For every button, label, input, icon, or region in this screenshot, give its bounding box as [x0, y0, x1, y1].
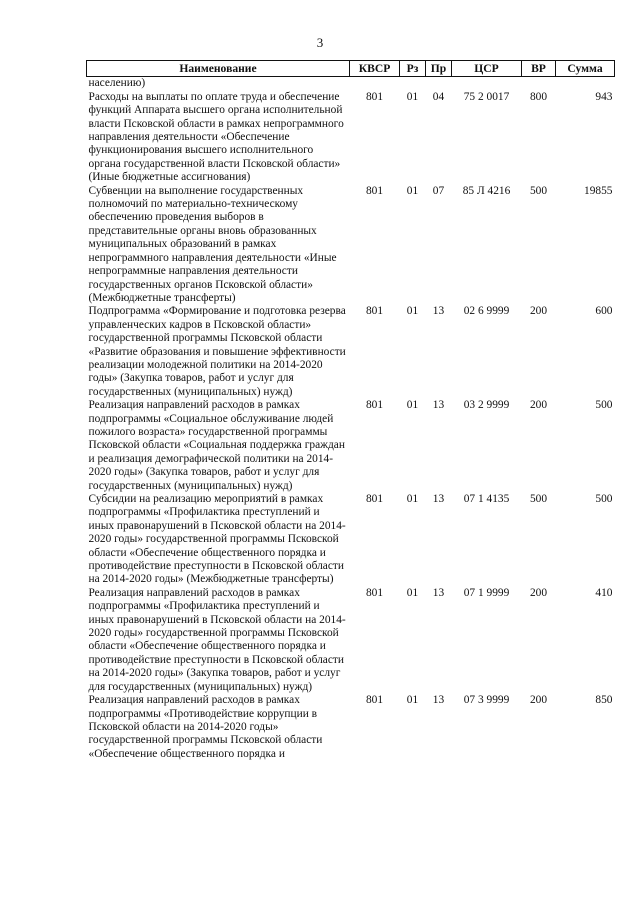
header-sum: Сумма	[556, 61, 615, 77]
header-vr: ВР	[522, 61, 556, 77]
continuation-text: населению)	[88, 77, 146, 90]
row-csr: 07 1 4135	[463, 493, 510, 505]
header-pr: Пр	[426, 61, 452, 77]
table-body	[87, 77, 615, 761]
header-rz: Рз	[400, 61, 426, 77]
row-csr: 85 Л 4216	[462, 184, 511, 197]
row-vr: 200	[529, 586, 548, 599]
row-csr: 07 3 9999	[463, 694, 510, 707]
row-rz: 01	[406, 586, 419, 599]
table-row	[87, 305, 615, 399]
row-name: Реализация направлений расходов в рамках подпрограммы «Профилактика преступлений и иных правонарушений в Псковской области на 2014-2020 годы» государственной программы Псковской области «Обеспечение общественного порядка и противодействие преступности в Псковской области на 2014-2020 годы» (Закупка товаров, работ и услуг для государственных (муниципальных) нужд)	[88, 586, 346, 693]
row-csr: 02 6 9999	[463, 305, 510, 318]
row-pr: 13	[432, 586, 445, 599]
row-kvsr: 801	[365, 184, 384, 197]
row-name: Субсидии на реализацию мероприятий в рамках подпрограммы «Профилактика преступлений и иных правонарушений в Псковской области на 2014-2020 годы» государственной программы Псковской области «Обеспечение общественного порядка и противодействие преступности в Псковской области на 2014-2020 годы» (Межбюджетные трансферты)	[88, 493, 346, 586]
row-vr: 200	[529, 399, 548, 412]
table-header	[87, 61, 615, 77]
row-pr: 13	[432, 694, 445, 707]
row-kvsr: 801	[365, 493, 384, 505]
row-name: Реализация направлений расходов в рамках подпрограммы «Противодействие коррупции в Псковской области на 2014-2020 годы» государственной программы Псковской области «Обеспечение общественного порядка и	[88, 694, 323, 760]
table-row	[87, 399, 615, 493]
row-rz: 01	[406, 305, 419, 318]
row-name: Реализация направлений расходов в рамках подпрограммы «Социальное обслуживание людей пожилого возраста» государственной программы Псковской области «Социальная поддержка граждан и реализация демографической политики на 2014-2020 годы» (Закупка товаров, работ и услуг для государственных (муниципальных) нужд)	[88, 399, 345, 492]
row-vr: 800	[529, 90, 548, 103]
table-row	[87, 91, 615, 185]
row-pr: 04	[432, 90, 445, 103]
header-name: Наименование	[87, 61, 350, 77]
row-kvsr: 801	[365, 586, 384, 599]
row-csr: 75 2 0017	[463, 90, 510, 103]
row-name: Расходы на выплаты по оплате труда и обеспечение функций Аппарата высшего органа исполнительной власти Псковской области в рамках непрограммного направления деятельности «Обеспечение функционирования высшего исполнительного органа государственной власти Псковской области» (Иные бюджетные ассигнования)	[88, 90, 344, 184]
header-csr: ЦСР	[452, 61, 522, 77]
row-csr: 07 1 9999	[463, 586, 510, 599]
header-kvsr: КВСР	[350, 61, 400, 77]
row-sum: 410	[595, 586, 613, 599]
row-vr: 200	[529, 305, 548, 318]
row-kvsr: 801	[365, 305, 384, 318]
row-vr: 500	[529, 184, 548, 197]
row-sum: 600	[595, 305, 613, 318]
row-rz: 01	[406, 694, 419, 707]
row-sum: 943	[595, 90, 613, 103]
table-row	[87, 694, 615, 761]
row-name: Подпрограмма «Формирование и подготовка резерва управленческих кадров в Псковской области» государственной программы Псковской области «Развитие образования и повышение эффективности реализации молодежной политики на 2014-2020 годы» (Закупка товаров, работ и услуг для государственных (муниципальных) нужд)	[88, 305, 346, 398]
row-pr: 13	[432, 493, 445, 505]
row-rz: 01	[406, 184, 419, 197]
row-sum: 500	[595, 493, 613, 505]
row-rz: 01	[406, 90, 419, 103]
row-rz: 01	[406, 493, 419, 505]
row-pr: 07	[432, 184, 445, 197]
table-row	[87, 493, 615, 587]
row-vr: 500	[529, 493, 548, 505]
continuation-row	[87, 77, 615, 91]
row-pr: 13	[432, 399, 445, 412]
page-number: 3	[316, 35, 324, 50]
row-rz: 01	[406, 399, 419, 412]
table-row	[87, 587, 615, 694]
row-kvsr: 801	[365, 694, 384, 707]
row-sum: 19855	[584, 184, 613, 197]
row-kvsr: 801	[365, 399, 384, 412]
row-sum: 500	[595, 399, 613, 412]
row-name: Субвенции на выполнение государственных полномочий по материально-техническому обеспечению проведения выборов в представительные органы вновь образованных муниципальных образований в рамках непрограммного направления деятельности «Иные непрограммные направления деятельности государственных органов Псковской области» (Межбюджетные трансферты)	[88, 184, 337, 304]
row-kvsr: 801	[365, 90, 384, 103]
row-pr: 13	[432, 305, 445, 318]
budget-table	[86, 60, 615, 761]
row-vr: 200	[529, 694, 548, 707]
row-sum: 850	[595, 694, 613, 707]
row-csr: 03 2 9999	[463, 399, 510, 412]
table-row	[87, 185, 615, 306]
